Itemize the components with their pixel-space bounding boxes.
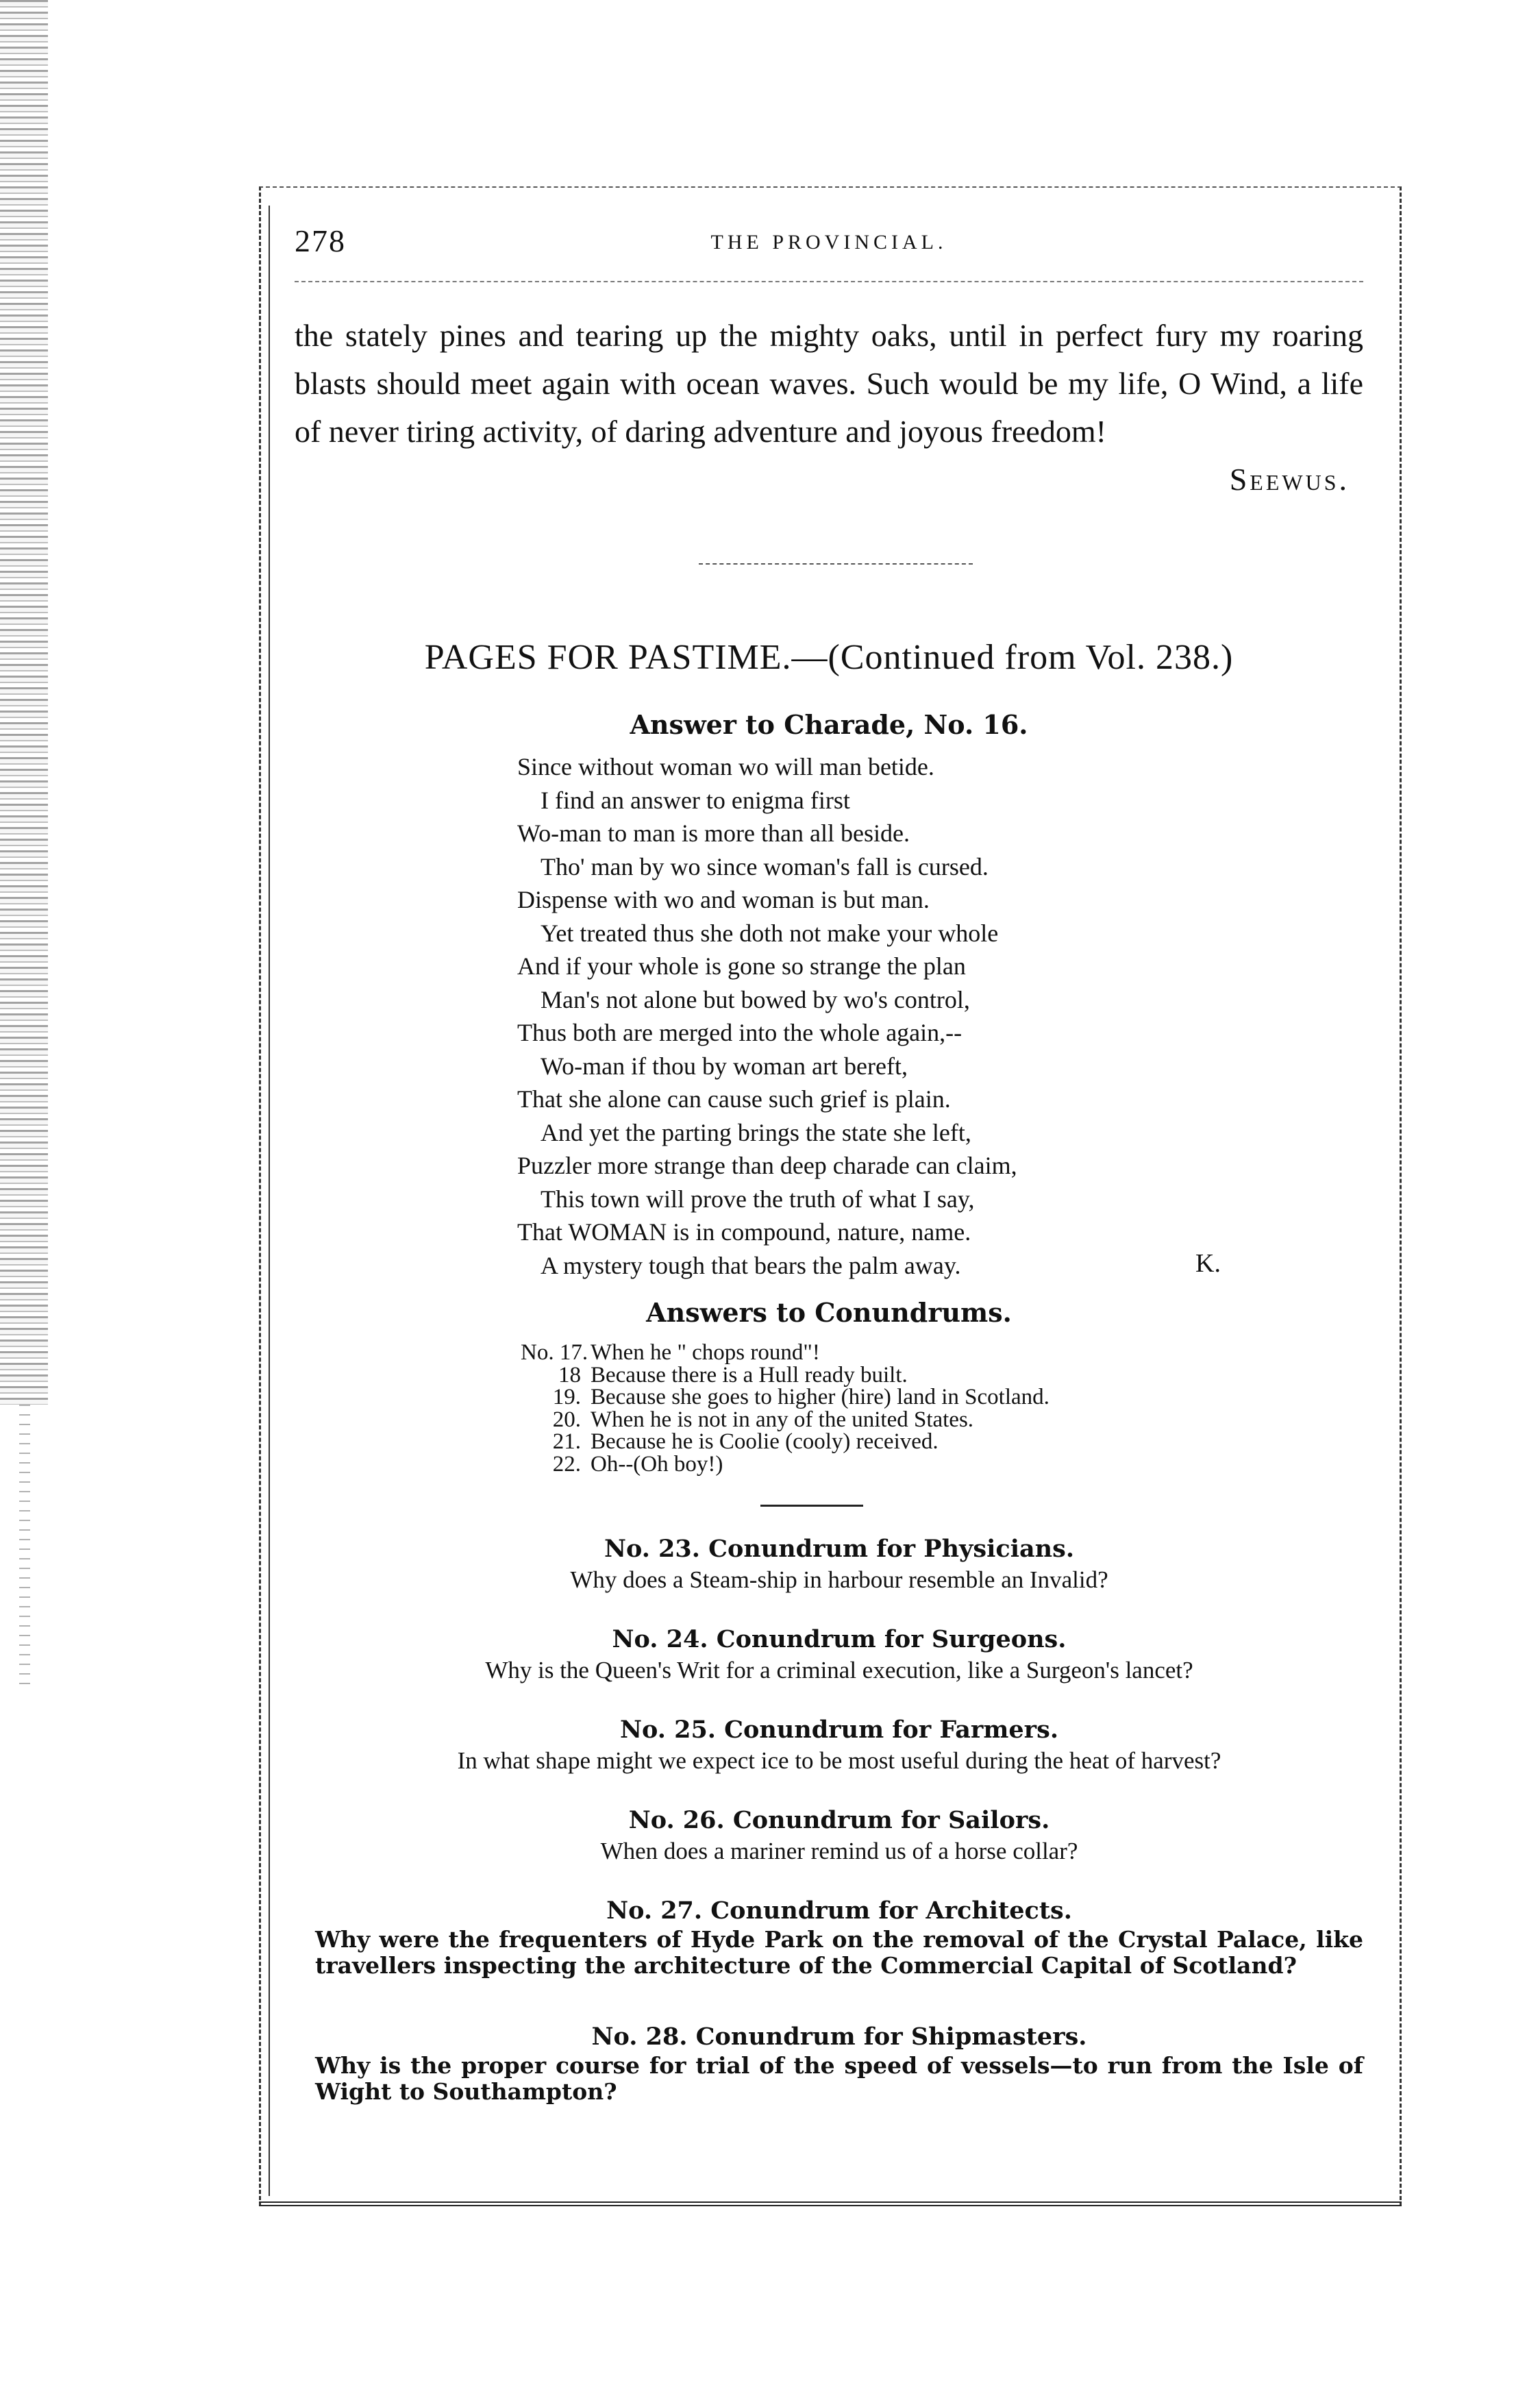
conundrum-25 <box>315 1714 1363 1776</box>
conundrum-question: Why were the frequenters of Hyde Park on the removal of the Crystal Palace, like travellers inspecting the architecture of the Commercial Capital of Scotland? <box>315 1926 1363 1979</box>
answer-number: 18 <box>558 1362 581 1387</box>
poem-line: Man's not alone but bowed by wo's control, <box>541 985 970 1013</box>
conundrum-question: Why is the proper course for trial of the speed of vessels—to run from the Isle of Wight to Southampton? <box>315 2052 1363 2105</box>
answer-text: Because he is Coolie (cooly) received. <box>591 1429 939 1454</box>
answer-text: When he is not in any of the united States. <box>591 1407 974 1432</box>
conundrum-24 <box>315 1624 1363 1686</box>
poem-line: I find an answer to enigma first <box>541 786 850 814</box>
poem-line: Dispense with wo and woman is but man. <box>517 886 930 913</box>
charade-signature: K. <box>1195 1249 1221 1278</box>
conundrum-title: No. 24. Conundrum for Surgeons. <box>612 1625 1067 1653</box>
answer-row <box>521 1342 1274 1364</box>
answer-text: Oh--(Oh boy!) <box>591 1451 723 1477</box>
poem-line: That WOMAN is in compound, nature, name. <box>517 1218 971 1246</box>
answer-row <box>521 1386 1274 1409</box>
poem-line: Thus both are merged into the whole again,-- <box>517 1019 962 1046</box>
scan-edge-artifact <box>0 0 48 1405</box>
page-number: 278 <box>295 223 346 258</box>
poem-line: That she alone can cause such grief is plain. <box>517 1085 951 1113</box>
conundrum-title: No. 28. Conundrum for Shipmasters. <box>591 2023 1087 2051</box>
answer-number: 19. <box>552 1385 581 1409</box>
conundrum-title: No. 23. Conundrum for Physicians. <box>604 1535 1075 1563</box>
charade-heading: Answer to Charade, No. 16. <box>630 709 1028 740</box>
conundrum-answers-list <box>521 1342 1274 1475</box>
poem-line: A mystery tough that bears the palm away. <box>541 1251 961 1279</box>
page-inner-rule <box>269 206 270 2196</box>
conundrum-title: No. 25. Conundrum for Farmers. <box>620 1716 1058 1744</box>
conundrum-answers-heading: Answers to Conundrums. <box>646 1297 1012 1328</box>
conundrum-question: Why does a Steam-ship in harbour resemble an Invalid? <box>570 1566 1108 1593</box>
answer-number: 20. <box>552 1407 581 1432</box>
poem-line: Wo-man if thou by woman art bereft, <box>541 1052 908 1080</box>
answer-text: Because she goes to higher (hire) land in Scotland. <box>591 1385 1050 1409</box>
poem-line: Wo-man to man is more than all beside. <box>517 819 910 847</box>
conundrum-question: Why is the Queen's Writ for a criminal execution, like a Surgeon's lancet? <box>485 1657 1193 1683</box>
prose-paragraph: the stately pines and tearing up the mighty oaks, until in perfect fury my roaring blasts should meet again with ocean waves. Such would be my life, O Wind, a life of never tiring activity, of daring adventure and joyous freedom! <box>295 318 1363 449</box>
conundrum-27 <box>315 1895 1363 1979</box>
answer-number: 21. <box>552 1429 581 1454</box>
scan-edge-artifact-lower <box>19 1405 30 1692</box>
poem-line: And yet the parting brings the state she left, <box>541 1118 971 1146</box>
prose-signature: Seewus. <box>1229 462 1350 497</box>
conundrum-28 <box>315 2021 1363 2105</box>
conundrum-question: When does a mariner remind us of a horse collar? <box>600 1838 1078 1864</box>
answer-number: 22. <box>552 1451 581 1477</box>
section-title: PAGES FOR PASTIME.—(Continued from Vol. 238.) <box>424 638 1234 677</box>
answer-text: When he " chops round"! <box>591 1340 820 1365</box>
running-title: THE PROVINCIAL. <box>710 231 947 254</box>
answer-row <box>521 1364 1274 1387</box>
answer-row <box>521 1453 1274 1476</box>
page-header <box>295 223 1363 264</box>
poem-line: Puzzler more strange than deep charade can claim, <box>517 1152 1017 1179</box>
conundrum-23 <box>315 1533 1363 1595</box>
answer-row <box>521 1409 1274 1431</box>
conundrum-question: In what shape might we expect ice to be most useful during the heat of harvest? <box>457 1747 1221 1774</box>
answer-text: Because there is a Hull ready built. <box>591 1362 908 1387</box>
section-divider <box>699 563 973 565</box>
charade-poem <box>517 750 1298 1282</box>
conundrum-title: No. 27. Conundrum for Architects. <box>606 1897 1072 1925</box>
conundrum-26 <box>315 1805 1363 1866</box>
short-divider <box>760 1505 863 1507</box>
poem-line: This town will prove the truth of what I say, <box>541 1185 975 1213</box>
answer-row <box>521 1431 1274 1453</box>
conundrum-title: No. 26. Conundrum for Sailors. <box>628 1806 1050 1834</box>
prose-continuation <box>295 312 1363 497</box>
poem-line: Tho' man by wo since woman's fall is cursed. <box>541 852 989 880</box>
poem-line: Yet treated thus she doth not make your whole <box>541 919 999 947</box>
poem-line: And if your whole is gone so strange the plan <box>517 952 966 980</box>
answer-number: No. 17. <box>521 1340 588 1365</box>
poem-line: Since without woman wo will man betide. <box>517 753 934 780</box>
header-rule <box>295 281 1363 282</box>
